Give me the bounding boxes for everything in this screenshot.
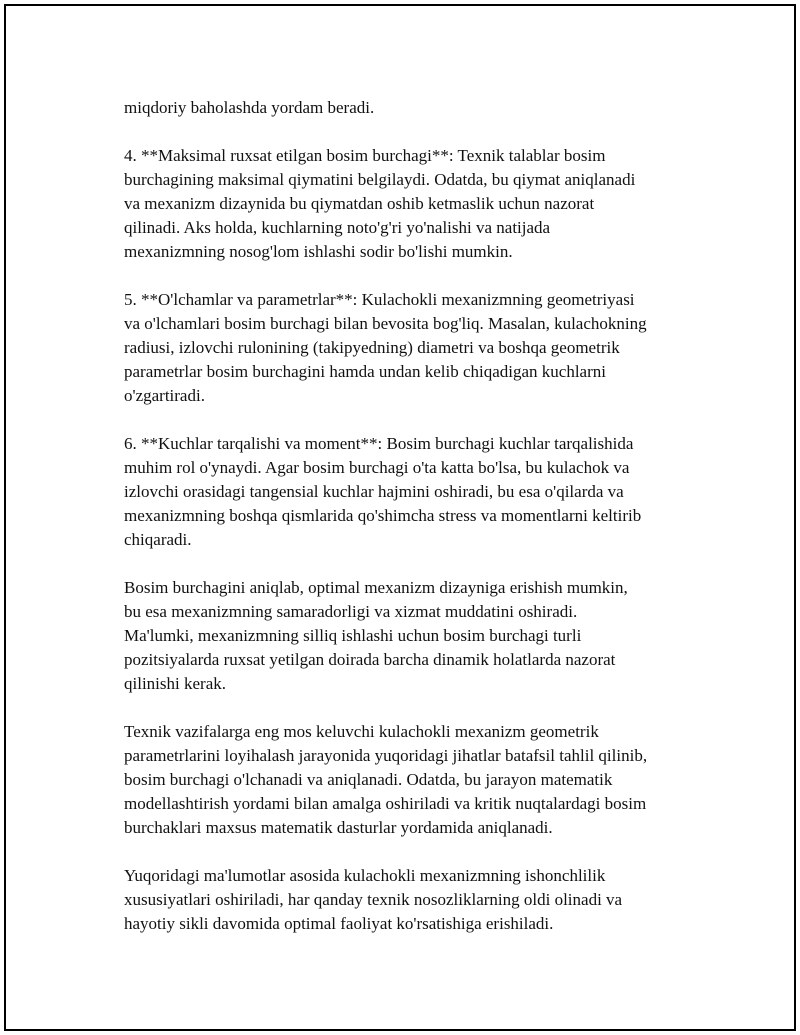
paragraph-max-pressure-angle: 4. **Maksimal ruxsat etilgan bosim burchagi**: Texnik talablar bosim burchagining maksimal qiymatini belgilaydi. Odatda, bu qiymat aniqlanadi va mexanizm dizaynida bu qiymatdan oshib ketmaslik uchun nazorat qilinadi. Aks holda, kuchlarning noto'g'ri yo'nalishi va natijada mexanizmning nosog'lom ishlashi sodir bo'lishi mumkin.	[124, 146, 636, 261]
paragraph-geometric-design: Texnik vazifalarga eng mos keluvchi kulachokli mexanizm geometrik parametrlarini loyihalash jarayonida yuqoridagi jihatlar batafsil tahlil qilinib, bosim burchagi o'lchanadi va aniqlanadi. Odatda, bu jarayon matematik modellashtirish yordami bilan amalga oshiriladi va kritik nuqtalardagi bosim burchaklari maxsus matematik dasturlar yordamida aniqlanadi.	[124, 722, 648, 837]
paragraph-conclusion: Yuqoridagi ma'lumotlar asosida kulachokli mexanizmning ishonchlilik xususiyatlari oshiriladi, har qanday texnik nosozliklarning oldi olinadi va hayotiy sikli davomida optimal faoliyat ko'rsatishiga erishiladi.	[124, 866, 623, 933]
paragraph-optimal-design: Bosim burchagini aniqlab, optimal mexanizm dizayniga erishish mumkin, bu esa mexanizmning samaradorligi va xizmat muddatini oshiradi. Ma'lumki, mexanizmning silliq ishlashi uchun bosim burchagi turli pozitsiyalarda ruxsat yetilgan doirada barcha dinamik holatlarda nazorat qilinishi kerak.	[124, 578, 628, 693]
paragraph-intro-continuation: miqdoriy baholashda yordam beradi.	[124, 98, 375, 117]
document-body	[124, 96, 704, 936]
paragraph-force-distribution: 6. **Kuchlar tarqalishi va moment**: Bosim burchagi kuchlar tarqalishida muhim rol o'ynaydi. Agar bosim burchagi o'ta katta bo'lsa, bu kulachok va izlovchi orasidagi tangensial kuchlar hajmini oshiradi, bu esa o'qilarda va mexanizmning boshqa qismlarida qo'shimcha stress va momentlarni keltirib chiqaradi.	[124, 434, 642, 549]
paragraph-dimensions-parameters: 5. **O'lchamlar va parametrlar**: Kulachokli mexanizmning geometriyasi va o'lchamlari bosim burchagi bilan bevosita bog'liq. Masalan, kulachokning radiusi, izlovchi rulonining (takipyedning) diametri va boshqa geometrik parametrlar bosim burchagini hamda undan kelib chiqadigan kuchlarni o'zgartiradi.	[124, 290, 647, 405]
page-frame	[4, 4, 796, 1031]
